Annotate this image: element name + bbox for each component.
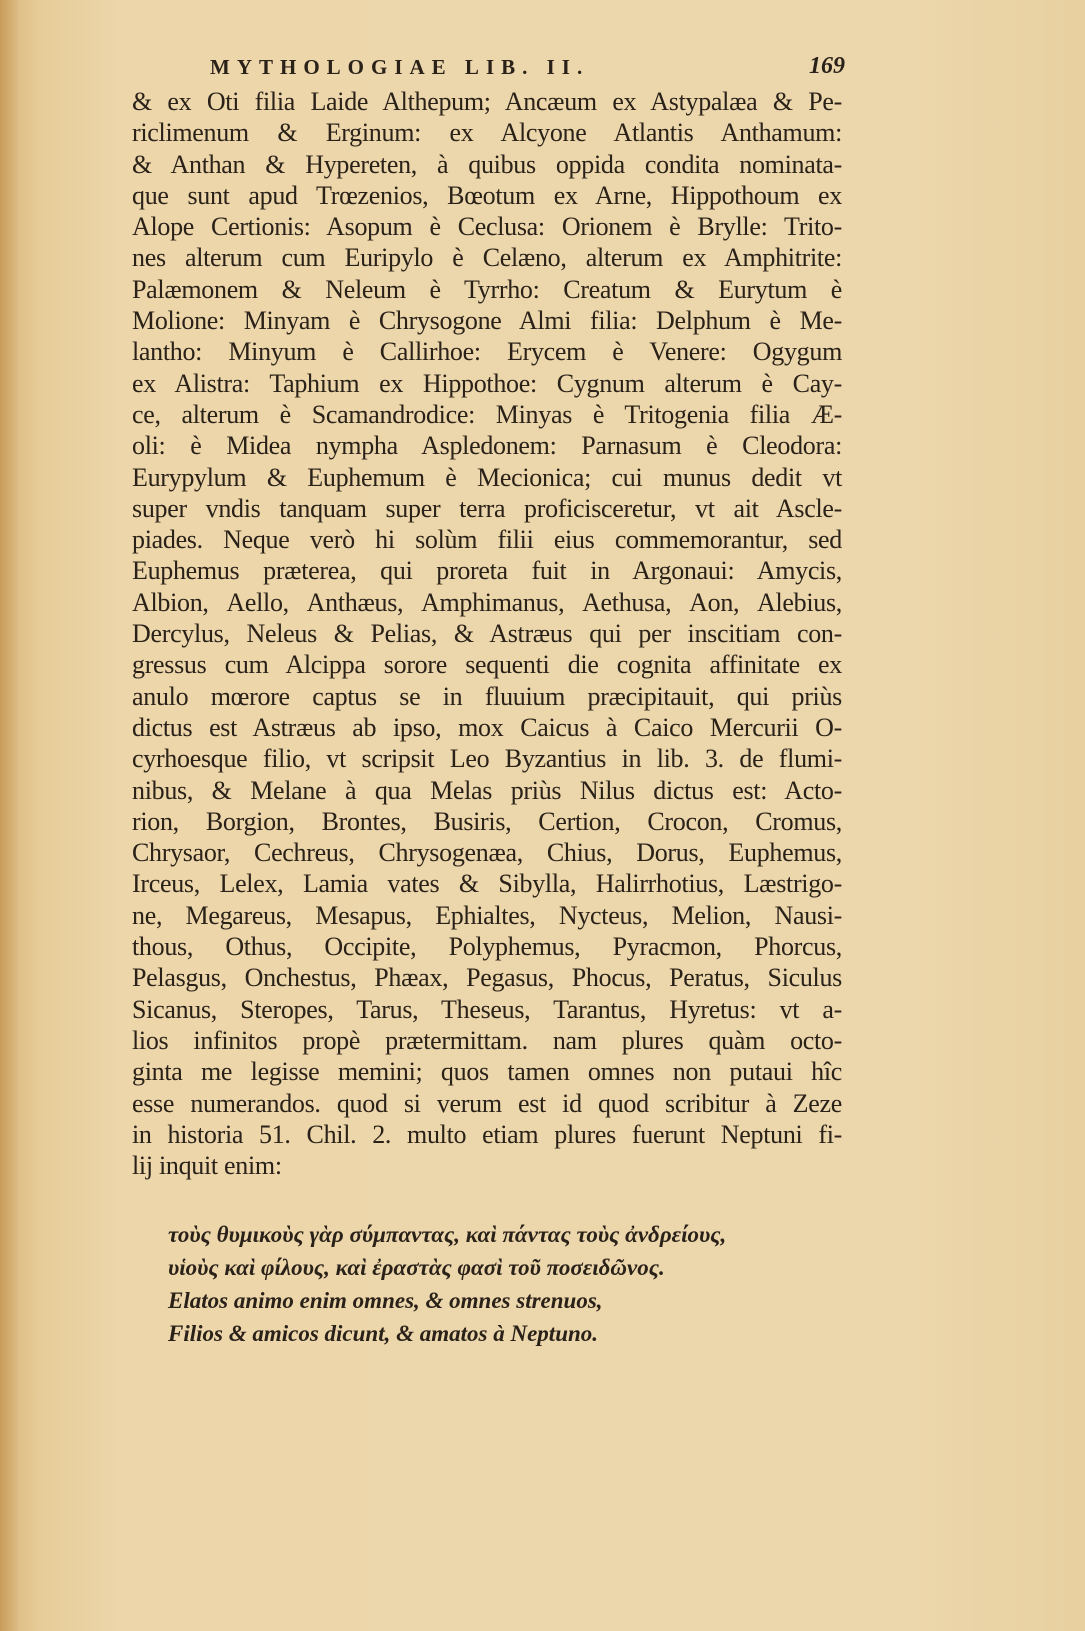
latin-verse bbox=[168, 1284, 808, 1350]
text-line: ex Alistra: Taphium ex Hippothoe: Cygnum alterum è Cay- bbox=[132, 368, 842, 398]
text-line: Irceus, Lelex, Lamia vates & Sibylla, Halirrhotius, Læstrigo- bbox=[132, 869, 842, 899]
page-number: 169 bbox=[809, 53, 845, 79]
text-line: Alope Certionis: Asopum è Ceclusa: Orionem è Brylle: Trito- bbox=[132, 212, 842, 242]
text-line: nibus, & Melane à qua Melas priùs Nilus dictus est: Acto- bbox=[132, 775, 842, 805]
text-line: oli: è Midea nympha Aspledonem: Parnasum è Cleodora: bbox=[132, 431, 842, 461]
text-line: & ex Oti filia Laide Althepum; Ancæum ex Astypalæa & Pe- bbox=[132, 87, 842, 116]
latin-verse-line: Filios & amicos dicunt, & amatos à Neptuno. bbox=[168, 1321, 599, 1346]
text-line: in historia 51. Chil. 2. multo etiam plures fuerunt Neptuni fi- bbox=[132, 1119, 842, 1149]
text-line: rion, Borgion, Brontes, Busiris, Certion, Crocon, Cromus, bbox=[132, 806, 842, 836]
text-line: anulo mœrore captus se in fluuium præcipitauit, qui priùs bbox=[132, 681, 842, 711]
text-line: ne, Megareus, Mesapus, Ephialtes, Nycteus, Melion, Nausi- bbox=[132, 900, 842, 930]
page-header bbox=[210, 55, 845, 85]
text-line: Chrysaor, Cechreus, Chrysogenæa, Chius, Dorus, Euphemus, bbox=[132, 838, 842, 868]
text-line: Dercylus, Neleus & Pelias, & Astræus qui per inscitiam con- bbox=[132, 619, 842, 649]
text-line: Albion, Aello, Anthæus, Amphimanus, Aethusa, Aon, Alebius, bbox=[132, 587, 842, 617]
text-line: lios infinitos propè prætermittam. nam plures quàm octo- bbox=[132, 1025, 842, 1055]
text-line: thous, Othus, Occipite, Polyphemus, Pyracmon, Phorcus, bbox=[132, 932, 842, 962]
text-line: dictus est Astræus ab ipso, mox Caicus à Caico Mercurii O- bbox=[132, 712, 842, 742]
text-line: lij inquit enim: bbox=[132, 1151, 282, 1181]
text-line: ginta me legisse memini; quos tamen omnes non putaui hîc bbox=[132, 1057, 842, 1087]
text-line: super vndis tanquam super terra proficisceretur, vt ait Ascle- bbox=[132, 493, 842, 523]
running-title: MYTHOLOGIAE LIB. II. bbox=[210, 55, 590, 79]
text-line: Sicanus, Steropes, Tarus, Theseus, Tarantus, Hyretus: vt a- bbox=[132, 994, 842, 1024]
text-line: nes alterum cum Euripylo è Celæno, alterum ex Amphitrite: bbox=[132, 243, 842, 273]
text-line: Eurypylum & Euphemum è Mecionica; cui munus dedit vt bbox=[132, 462, 842, 492]
text-line: Molione: Minyam è Chrysogone Almi filia: Delphum è Me- bbox=[132, 306, 842, 336]
text-line: que sunt apud Trœzenios, Bœotum ex Arne, Hippothoum ex bbox=[132, 180, 842, 210]
text-line: lantho: Minyum è Callirhoe: Erycem è Venere: Ogygum bbox=[132, 337, 842, 367]
text-line: cyrhoesque filio, vt scripsit Leo Byzantius in lib. 3. de flumi- bbox=[132, 744, 842, 774]
greek-verse-line: υἱοὺς καὶ φίλους, καὶ ἐραστὰς φασὶ τοῦ ποσειδῶνος. bbox=[168, 1255, 665, 1280]
text-line: ce, alterum è Scamandrodice: Minyas è Tritogenia filia Æ- bbox=[132, 399, 842, 429]
text-line: & Anthan & Hypereten, à quibus oppida condita nominata- bbox=[132, 149, 842, 179]
latin-verse-line: Elatos animo enim omnes, & omnes strenuos, bbox=[168, 1288, 603, 1313]
text-line: esse numerandos. quod si verum est id quod scribitur à Zeze bbox=[132, 1088, 842, 1118]
text-line: riclimenum & Erginum: ex Alcyone Atlantis Anthamum: bbox=[132, 118, 842, 148]
greek-verse-line: τοὺς θυμικοὺς γὰρ σύμπαντας, καὶ πάντας τοὺς ἀνδρείους, bbox=[168, 1222, 727, 1247]
text-line: piades. Neque verò hi solùm filii eius commemorantur, sed bbox=[132, 525, 842, 555]
text-line: Pelasgus, Onchestus, Phæax, Pegasus, Phocus, Peratus, Siculus bbox=[132, 963, 842, 993]
text-line: Euphemus præterea, qui proreta fuit in Argonaui: Amycis, bbox=[132, 556, 842, 586]
body-text bbox=[132, 86, 842, 1181]
greek-verse bbox=[168, 1218, 808, 1284]
text-line: Palæmonem & Neleum è Tyrrho: Creatum & Eurytum è bbox=[132, 274, 842, 304]
page-edge bbox=[0, 0, 18, 1631]
text-line: gressus cum Alcippa sorore sequenti die cognita affinitate ex bbox=[132, 650, 842, 680]
